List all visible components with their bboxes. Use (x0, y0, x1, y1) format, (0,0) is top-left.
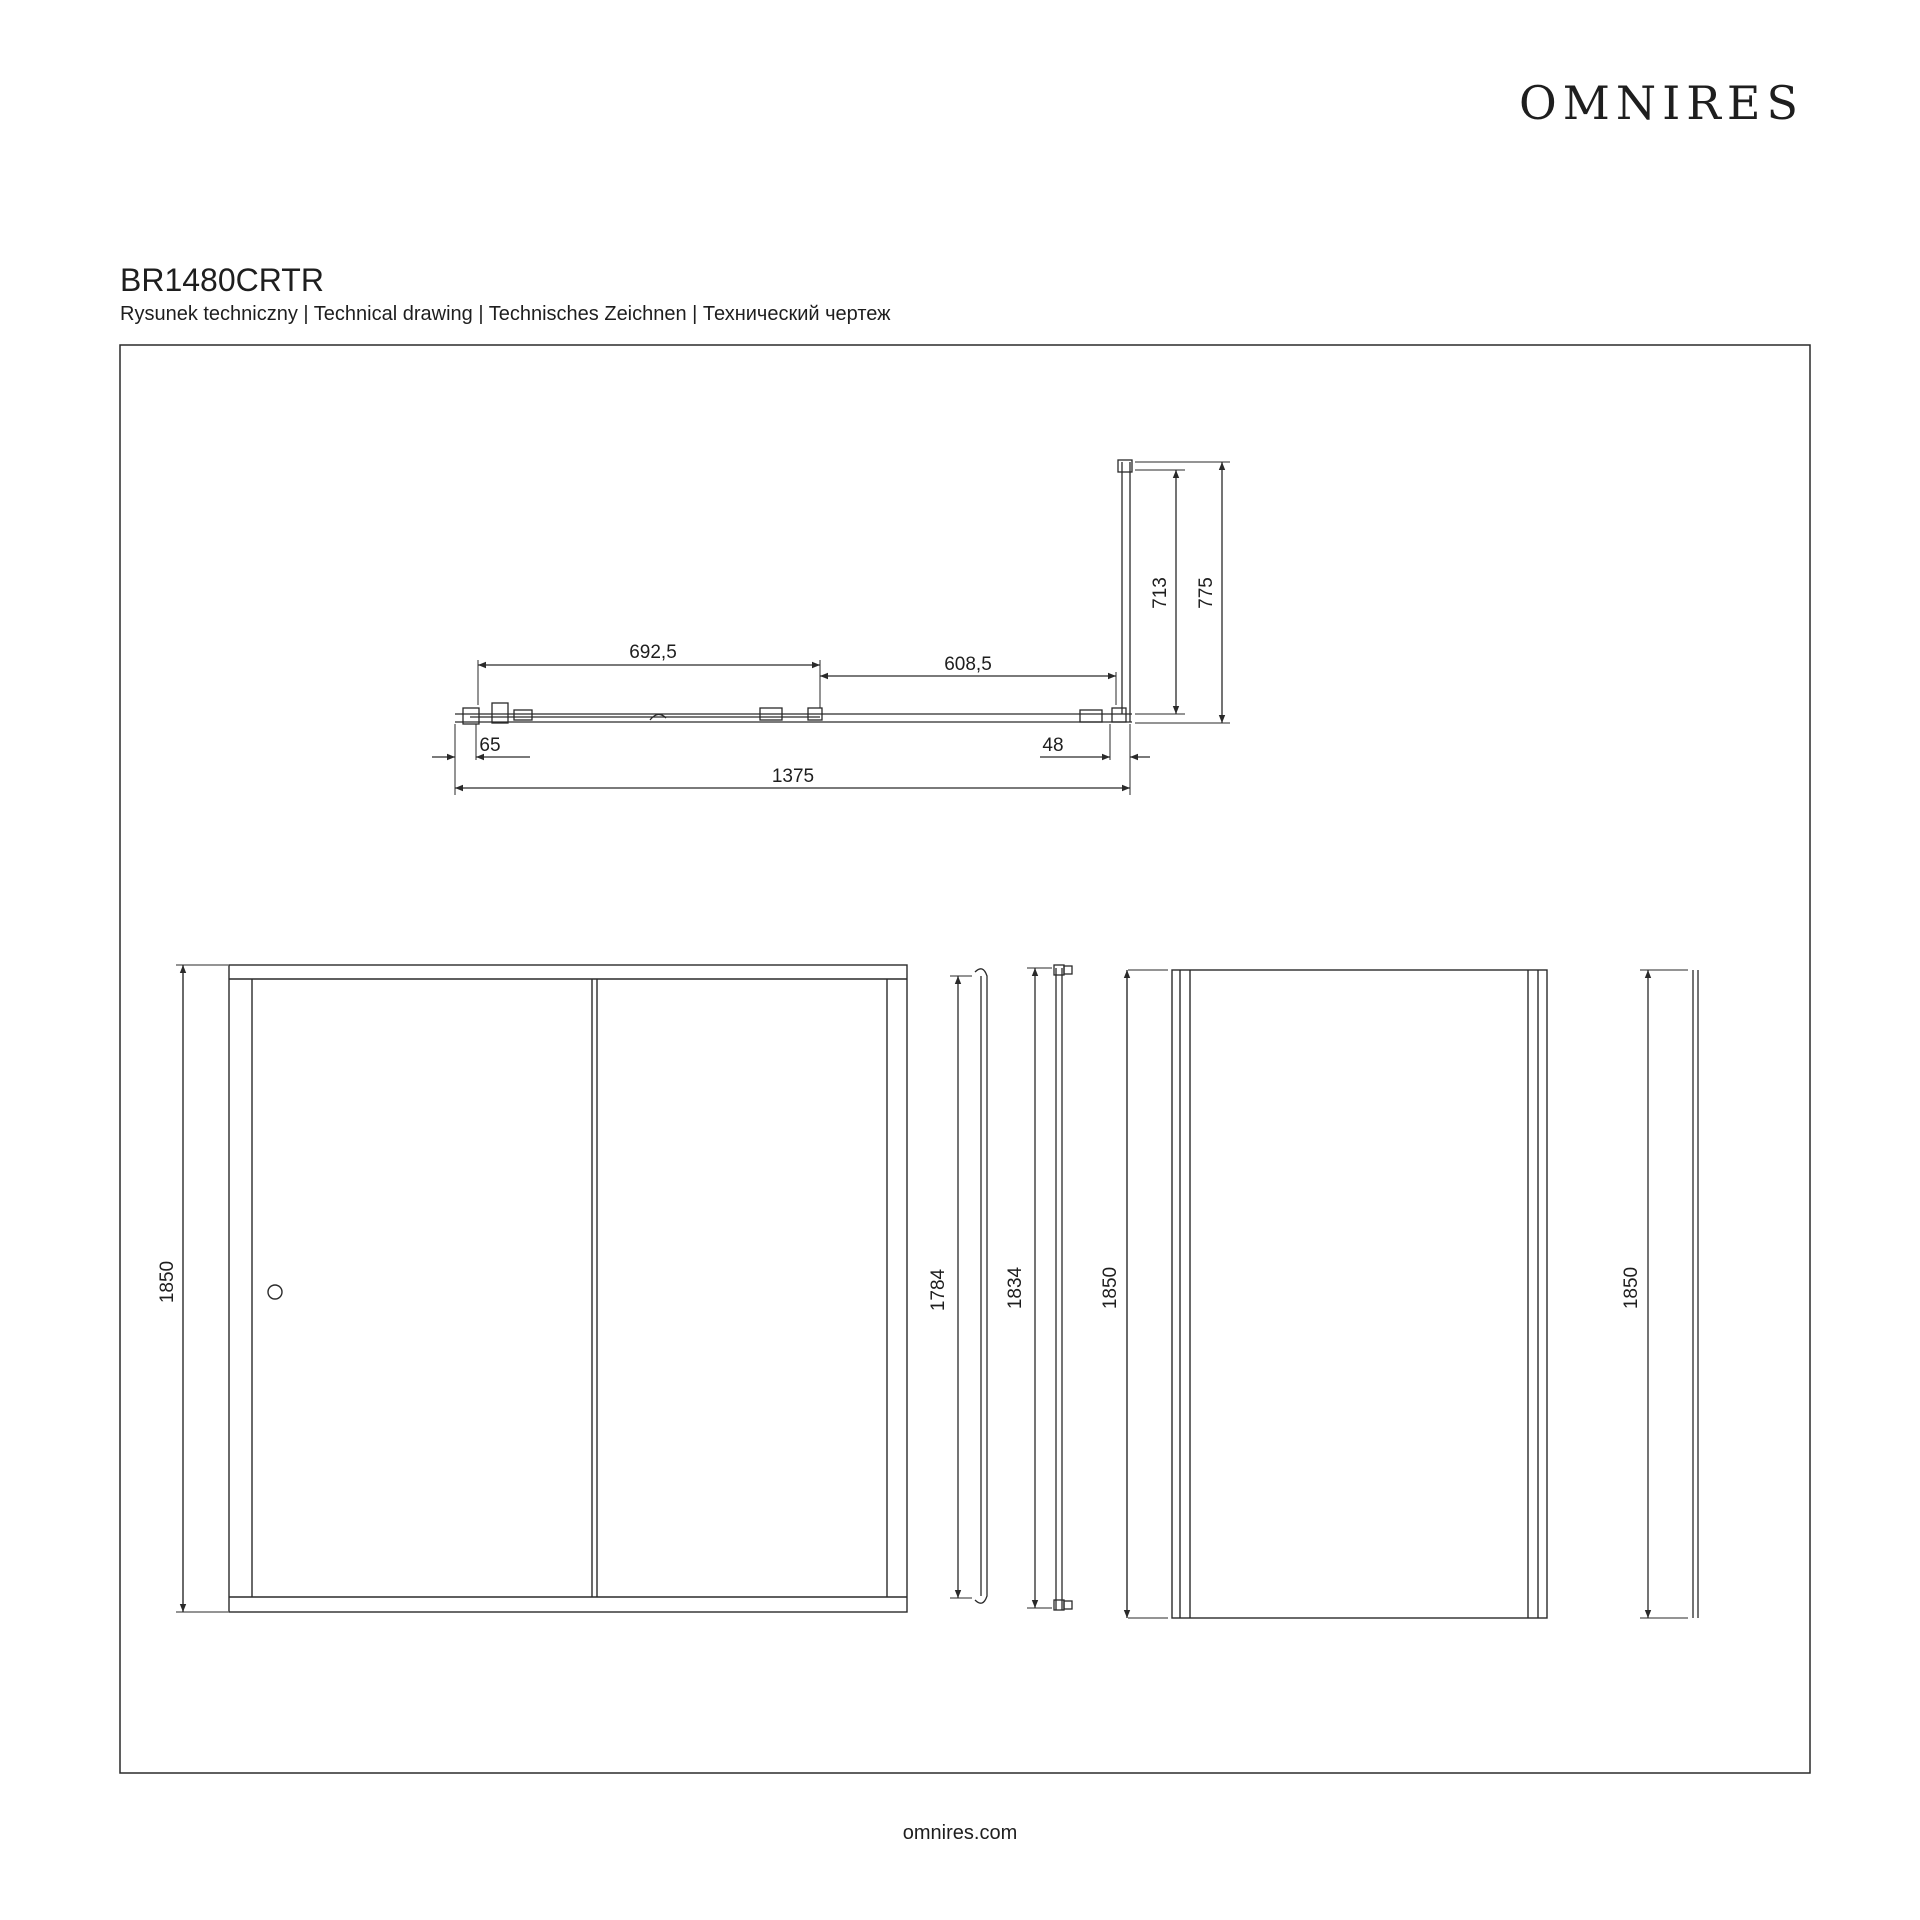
website-link[interactable]: omnires.com (902, 1822, 1018, 1844)
profile-a (950, 969, 987, 1603)
side-panel (1127, 970, 1547, 1618)
dim-left-offset: 65 (479, 735, 501, 756)
dim-profile-b-height: 1834 (1005, 1266, 1026, 1310)
dim-profile-a-height: 1784 (928, 1268, 949, 1312)
dim-fixed-panel: 608,5 (944, 654, 992, 675)
dim-door-panel: 692,5 (629, 642, 677, 663)
dim-side-panel-height: 1850 (1100, 1266, 1121, 1310)
dim-side-inner: 713 (1150, 577, 1171, 609)
front-elevation (176, 965, 907, 1612)
plan-view (432, 460, 1230, 795)
profile-b (1027, 965, 1072, 1610)
dim-side-total: 775 (1196, 577, 1217, 609)
dim-total-width: 1375 (771, 766, 815, 787)
side-edge (1640, 970, 1698, 1618)
door-handle (268, 1285, 282, 1299)
drawing-frame (120, 345, 1810, 1773)
drawing-subtitle: Rysunek techniczny | Technical drawing | Technisches Zeichnen | Технический чертеж (120, 303, 891, 325)
dim-side-edge-height: 1850 (1621, 1266, 1642, 1310)
dim-right-offset: 48 (1042, 735, 1064, 756)
dim-front-height: 1850 (157, 1260, 178, 1304)
brand-logo: OMNIRES (1519, 76, 1804, 130)
model-code: BR1480CRTR (120, 262, 324, 298)
